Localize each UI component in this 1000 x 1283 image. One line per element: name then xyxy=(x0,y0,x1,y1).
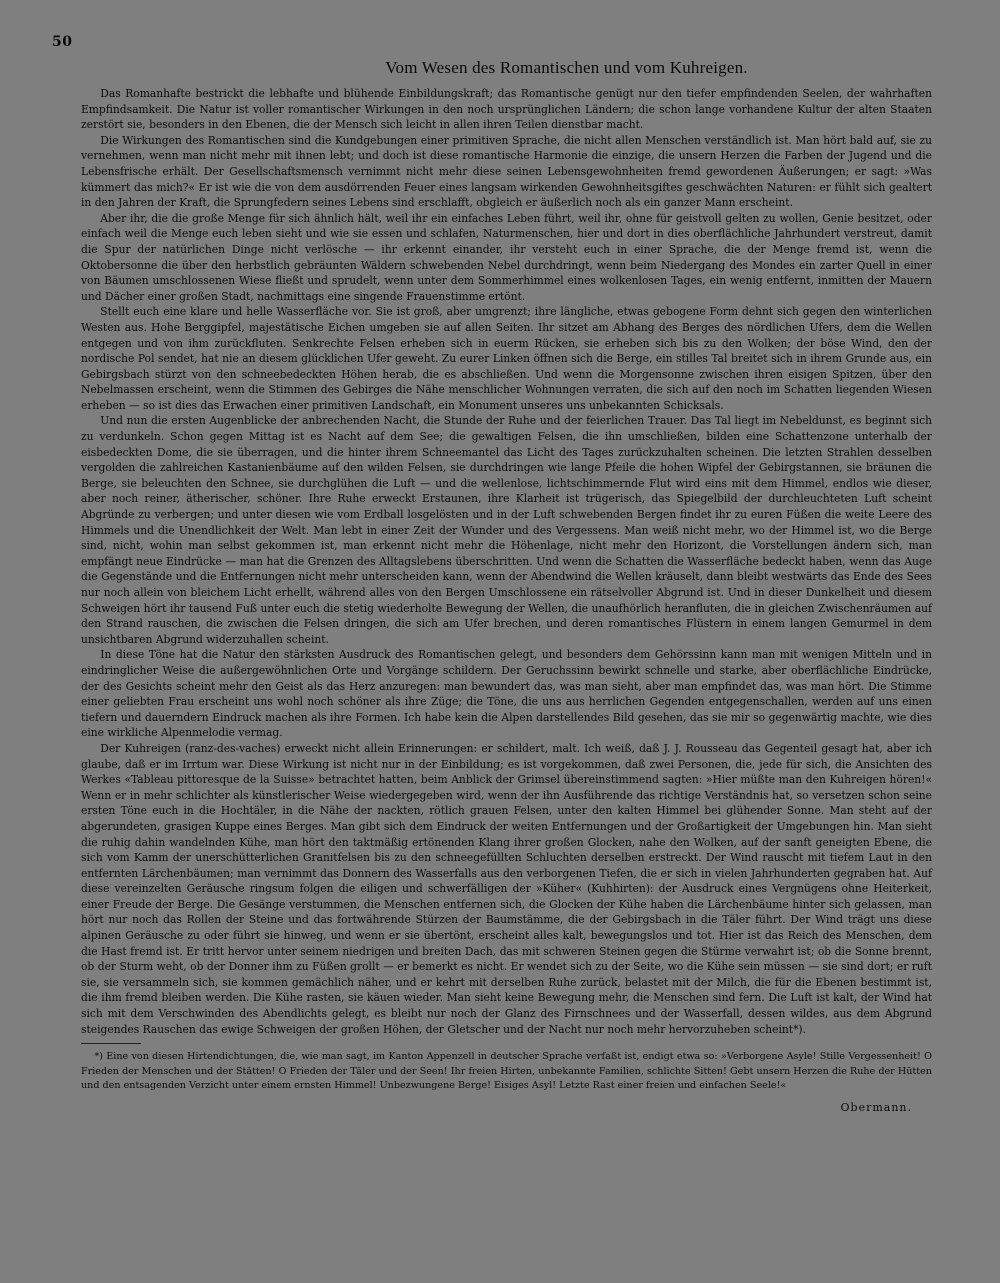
page-number: 50 xyxy=(52,34,73,50)
footnote-text: *) Eine von diesen Hirtendichtungen, die, wie man sagt, im Kanton Appenzell in deutscher Sprache verfaßt ist, endigt etwa so: »Verborgene Asyle! Stille Vergessenheit! O Frieden der Menschen und der Stätten! O Frieden der Täler und der Seen! Ihr freien Hirten, unbekannte Familien, schlichte Sitten! Gebt unsern Herzen die Ruhe der Hütten und den entsagenden Verzicht unter einem ernsten Himmel! Unbezwungene Berge! Eisiges Asyl! Letzte Rast einer freien und einfachen Seele!« xyxy=(81,1051,932,1092)
article-body xyxy=(81,86,932,1037)
paragraph: Das Romanhafte bestrickt die lebhafte und blühende Einbildungskraft; das Romantische genügt nur den tiefer empfindenden Seelen, der wahrhaften Empfindsamkeit. Die Natur ist voller romantischer Wirkungen in den noch ursprünglichen Ländern; die schon lange vorhandene Kultur der alten Staaten zerstört sie, besonders in den Ebenen, die der Mensch sich leicht in allen ihren Teilen dienstbar macht. xyxy=(81,87,932,132)
footnote-divider xyxy=(81,1043,141,1044)
paragraph: Und nun die ersten Augenblicke der anbrechenden Nacht, die Stunde der Ruhe und der feierlichen Trauer. Das Tal liegt im Nebeldunst, es beginnt sich zu verdunkeln. Schon gegen Mittag ist es Nacht auf dem See; die gewaltigen Felsen, die ihn umschließen, bilden eine Schattenzone unterhalb der eisbedeckten Dome, die sie überragen, und die hinter ihrem Schneemantel das Licht des Tages zurückzuhalten scheinen. Die letzten Strahlen desselben vergolden die zahlreichen Kastanienbäume auf den wilden Felsen, sie durchdringen wie lange Pfeile die hohen Wipfel der Gebirgstannen, sie bräunen die Berge, sie beleuchten den Schnee, sie durchglühen die Luft — und die wellenlose, lichtschimmernde Flut wird eins mit dem Himmel, endlos wie dieser, aber noch reiner, ätherischer, schöner. Ihre Ruhe erweckt Erstaunen, ihre Klarheit ist trügerisch, das Spiegelbild der durchleuchteten Luft scheint Abgründe zu verbergen; und unter diesen wie vom Erdball losgelösten und in der Luft schwebenden Bergen findet ihr zu euren Füßen die weite Leere des Himmels und die Unendlichkeit der Welt. Man lebt in einer Zeit der Wunder und des Vergessens. Man weiß nicht mehr, wo der Himmel ist, wo die Berge sind, nicht, wohin man selbst gekommen ist, man erkennt nicht mehr die Höhenlage, nicht mehr den Horizont, die Vorstellungen ändern sich, man empfängt neue Eindrücke — man hat die Grenzen des Alltagslebens überschritten. Und wenn die Schatten die Wasserfläche bedeckt haben, wenn das Auge die Gegenstände und die Entfernungen nicht mehr unterscheiden kann, wenn der Abendwind die Wellen kräuselt, dann bleibt westwärts das Ende des Sees nur noch allein von bleichem Licht erhellt, während alles von den Bergen Umschlossene ein rätselvoller Abgrund ist. Und in dieser Dunkelheit und diesem Schweigen hört ihr tausend Fuß unter euch die stetig wiederholte Bewegung der Wellen, die unaufhörlich heranfluten, die in gleichen Zwischenräumen auf den Strand rauschen, die zwischen die Felsen dringen, die sich am Ufer brechen, und deren romantisches Flüstern in einem langen Gemurmel in dem unsichtbaren Abgrund widerzuhallen scheint. xyxy=(81,414,932,646)
paragraph: Die Wirkungen des Romantischen sind die Kundgebungen einer primitiven Sprache, die nicht allen Menschen verständlich ist. Man hört bald auf, sie zu vernehmen, wenn man nicht mehr mit ihnen lebt; und doch ist diese romantische Harmonie die einzige, die unsern Herzen die Farben der Jugend und die Lebensfrische erhält. Der Gesellschaftsmensch vernimmt nicht mehr diese seinen Lebensgewohnheiten fremd gewordenen Äußerungen; er sagt: »Was kümmert das mich?« Er ist wie die von dem ausdörrenden Feuer eines langsam wirkenden Gewohnheitsgiftes geschwächten Naturen: er fühlt sich gealtert in den Jahren der Kraft, die Sprungfedern seines Lebens sind erschlafft, obgleich er äußerlich noch als ein ganzer Mann erscheint. xyxy=(81,133,932,210)
paragraph: In diese Töne hat die Natur den stärksten Ausdruck des Romantischen gelegt, und besonders dem Gehörssinn kann man mit wenigen Mitteln und in eindringlicher Weise die außergewöhnlichen Orte und Vorgänge schildern. Der Geruchssinn bewirkt schnelle und starke, aber oberflächliche Eindrücke, der des Gesichts scheint mehr den Geist als das Herz anzuregen: man bewundert das, was man sieht, aber man empfindet das, was man hört. Die Stimme einer geliebten Frau erscheint uns wohl noch schöner als ihre Züge; die Töne, die uns aus herrlichen Gegenden entgegenschallen, werden auf uns einen tiefern und dauerndern Eindruck machen als ihre Formen. Ich habe kein die Alpen darstellendes Bild gesehen, das sie mir so gegenwärtig machte, wie dies eine wirkliche Alpenmelodie vermag. xyxy=(81,648,932,740)
article-title: Vom Wesen des Romantischen und vom Kuhreigen. xyxy=(385,58,748,77)
paragraph: Stellt euch eine klare und helle Wasserfläche vor. Sie ist groß, aber umgrenzt; ihre längliche, etwas gebogene Form dehnt sich gegen den winterlichen Westen aus. Hohe Berggipfel, majestätische Eichen umgeben sie auf allen Seiten. Ihr sitzet am Abhang des Berges des nördlichen Ufers, dem die Wellen entgegen und von ihm zurückfluten. Senkrechte Felsen erheben sich in euerm Rücken, sie erheben sich bis zu den Wolken; der böse Wind, den der nordische Pol sendet, hat nie an diesem glücklichen Ufer geweht. Zu eurer Linken öffnen sich die Berge, ein stilles Tal breitet sich in ihrem Grunde aus, ein Gebirgsbach stürzt von den schneebedeckten Höhen herab, die es abschließen. Und wenn die Morgensonne zwischen ihren eisigen Spitzen, über den Nebelmassen erscheint, wenn die Stimmen des Gebirges die Nähe menschlicher Wohnungen verraten, die sich auf den noch im Schatten liegenden Wiesen erheben — so ist dies das Erwachen einer primitiven Landschaft, ein Monument unseres uns unbekannten Schicksals. xyxy=(81,305,932,412)
paragraph: Aber ihr, die die große Menge für sich ähnlich hält, weil ihr ein einfaches Leben führt, weil ihr, ohne für geistvoll gelten zu wollen, Genie besitzet, oder einfach weil die Menge euch leben sieht und wie sie essen und schlafen, Naturmenschen, hier und dort in dies oberflächliche Jahrhundert verstreut, damit die Spur der natürlichen Dinge nicht verlösche — ihr erkennt einander, ihr versteht euch in einer Sprache, die der Menge fremd ist, wenn die Oktobersonne die über den herbstlich gebräunten Wäldern schwebenden Nebel durchdringt, wenn beim Niedergang des Mondes ein zarter Quell in einer von Bäumen umschlossenen Wiese fließt und sprudelt, wenn unter dem Sommerhimmel eines wolkenlosen Tages, ein wenig entfernt, inmitten der Mauern und Dächer einer großen Stadt, nachmittags eine singende Frauenstimme ertönt. xyxy=(81,211,932,303)
author-signature: Obermann. xyxy=(840,1101,912,1115)
paragraph: Der Kuhreigen (ranz-des-vaches) erweckt nicht allein Erinnerungen: er schildert, malt. Ich weiß, daß J. J. Rousseau das Gegenteil gesagt hat, aber ich glaube, daß er im Irrtum war. Diese Wirkung ist nicht nur in der Einbildung; es ist vorgekommen, daß zwei Personen, die, jede für sich, die Ansichten des Werkes «Tableau pittoresque de la Suisse» betrachtet hatten, beim Anblick der Grimsel übereinstimmend sagten: »Hier müßte man den Kuhreigen hören!« Wenn er in mehr schlichter als künstlerischer Weise wiedergegeben wird, wenn der ihn Ausführende das richtige Verständnis hat, so versetzen schon seine ersten Töne euch in die Hochtäler, in die Nähe der nackten, rötlich grauen Felsen, unter den kalten Himmel bei glühender Sonne. Man steht auf der abgerundeten, grasigen Kuppe eines Berges. Man gibt sich dem Eindruck der weiten Entfernungen und der Großartigkeit der Umgebungen hin. Man sieht die ruhig dahin wandelnden Kühe, man hört den taktmäßig ertönenden Klang ihrer großen Glocken, nahe den Wolken, auf der sanft geneigten Ebene, die sich vom Kamm der unerschütterlichen Granitfelsen bis zu den schneegefüllten Schluchten derselben erstreckt. Der Wind rauscht mit tiefem Laut in den entfernten Lärchenbäumen; man vernimmt das Donnern des Wasserfalls aus den verborgenen Tiefen, die er sich in vielen Jahrhunderten gegraben hat. Auf diese vereinzelten Geräusche ringsum folgen die eiligen und schwerfälligen der »Küher« (Kuhhirten): der Ausdruck eines Vergnügens ohne Heiterkeit, einer Freude der Berge. Die Gesänge verstummen, die Menschen entfernen sich, die Glocken der Kühe haben die Lärchenbäume hinter sich gelassen, man hört nur noch das Rollen der Steine und das fortwährende Stürzen der Baumstämme, die der Gebirgsbach in die Täler führt. Der Wind trägt uns diese alpinen Geräusche zu oder führt sie hinweg, und wenn er sie übertönt, erscheint alles kalt, bewegungslos und tot. Hier ist das Reich des Menschen, dem die Hast fremd ist. Er tritt hervor unter seinem niedrigen und breiten Dach, das mit schweren Steinen gegen die Stürme verwahrt ist; ob die Sonne brennt, ob der Sturm weht, ob der Donner ihm zu Füßen grollt — er bemerkt es nicht. Er wendet sich zu der Seite, wo die Kühe sein müssen — sie sind dort; er ruft sie, sie versammeln sich, sie kommen gemächlich näher, und er kehrt mit derselben Ruhe zurück, belastet mit der Milch, die für die Ebenen bestimmt ist, die ihm fremd bleiben werden. Die Kühe rasten, sie käuen wieder. Man sieht keine Bewegung mehr, die Menschen sind fern. Die Luft ist kalt, der Wind hat sich mit dem Verschwinden des Abendlichts gelegt, es bleibt nur noch der Glanz des Firnschnees und der Wasserfall, dessen wildes, aus dem Abgrund steigendes Rauschen das ewige Schweigen der großen Höhen, der Gletscher und der Nacht nur noch mehr hervorzuheben scheint*). xyxy=(81,741,932,1036)
footnote xyxy=(81,1050,932,1093)
